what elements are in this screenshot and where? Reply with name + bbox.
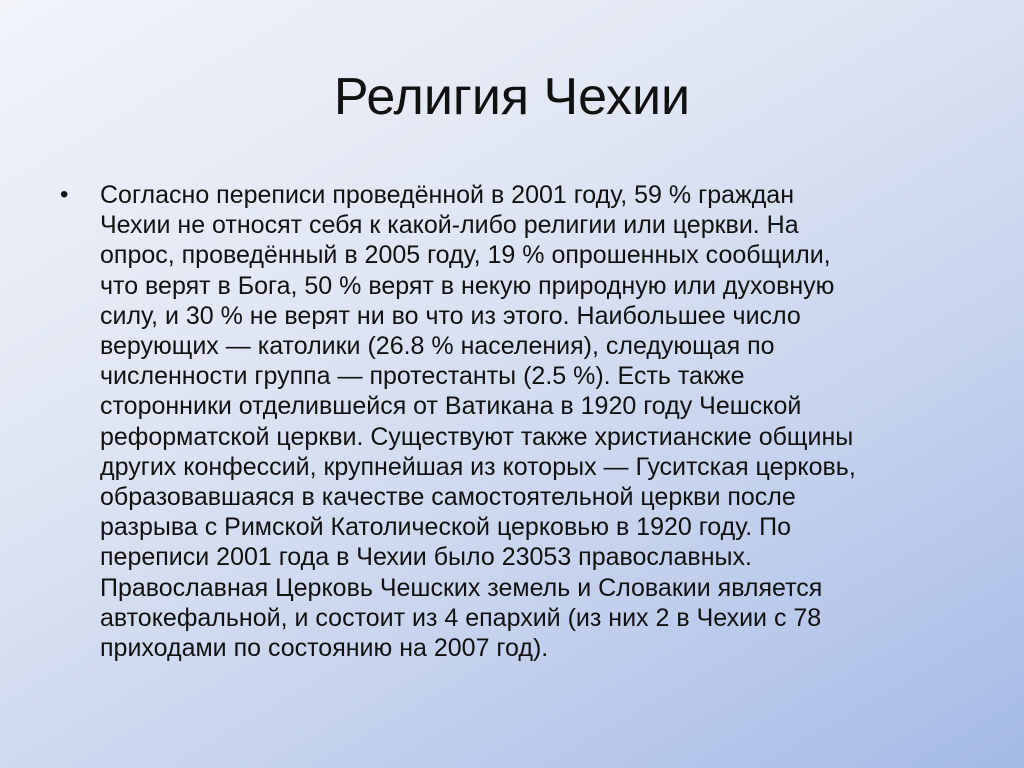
text-line: автокефальной, и состоит из 4 епархий (из них 2 в Чехии с 78 xyxy=(100,603,822,632)
text-line: что верят в Бога, 50 % верят в некую природную или духовную xyxy=(100,271,835,300)
text-line: разрыва с Римской Католической церковью в 1920 году. По xyxy=(100,513,792,542)
text-line: верующих — католики (26.8 % населения), следующая по xyxy=(100,332,775,361)
text-line: опрос, проведённый в 2005 году, 19 % опрошенных сообщили, xyxy=(100,241,831,270)
text-line: других конфессий, крупнейшая из которых — Гуситская церковь, xyxy=(100,452,856,481)
text-line: Чехии не относят себя к какой-либо религии или церкви. На xyxy=(100,211,799,240)
text-line: образовавшаяся в качестве самостоятельной церкви после xyxy=(100,483,796,512)
text-line: силу, и 30 % не верят ни во что из этого. Наибольшее число xyxy=(100,301,801,330)
bullet-text xyxy=(100,180,980,663)
slide-title: Религия Чехии xyxy=(333,68,691,126)
slide-content xyxy=(60,180,980,663)
text-line: сторонники отделившейся от Ватикана в 1920 году Чешской xyxy=(100,392,802,421)
text-line: Согласно переписи проведённой в 2001 году, 59 % граждан xyxy=(100,181,795,209)
text-line: приходами по состоянию на 2007 год). xyxy=(100,634,549,663)
text-line: Православная Церковь Чешских земель и Словакии является xyxy=(100,573,823,602)
bullet-dot-icon: • xyxy=(60,181,69,208)
text-line: реформатской церкви. Существуют также христианские общины xyxy=(100,422,854,451)
bullet-item xyxy=(60,180,980,663)
text-line: переписи 2001 года в Чехии было 23053 православных. xyxy=(100,543,752,572)
text-line: численности группа — протестанты (2.5 %). Есть также xyxy=(100,362,745,391)
